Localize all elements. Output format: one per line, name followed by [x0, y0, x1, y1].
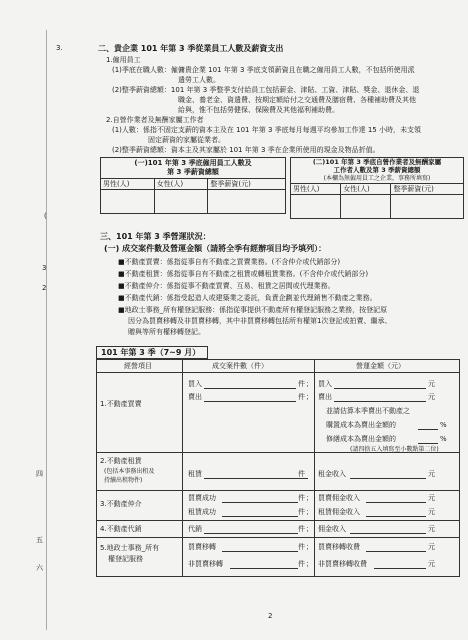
margin-mark: 3	[42, 264, 47, 272]
pay-total-cell[interactable]	[208, 190, 286, 214]
separator: ；	[306, 508, 313, 516]
margin-mark: 2	[42, 284, 47, 292]
col-divider	[182, 359, 183, 577]
row5-label1: 5.地政士事務_所有	[100, 544, 160, 552]
r3-amt1-label: 買賣佣金收入	[318, 494, 360, 502]
section3-sub: (一) 成交案件數及營運金額（請將全季有經辦項目均予填列）：	[104, 244, 327, 253]
bullet-agency: ■不動產仲介：係指從事不動產買賣、互易、租賃之居間或代理業務。	[118, 282, 335, 290]
table1-head1: (一)101 年第 3 季底僱用員工人數及	[134, 159, 252, 167]
bullet-land-admin-c: 贈與等所有權移轉登記。	[128, 328, 205, 336]
unit-yuan: 元	[428, 470, 435, 478]
r1-buy-amount-input[interactable]	[334, 380, 426, 389]
unit-case: 件	[298, 494, 305, 502]
female-count-cell[interactable]	[341, 195, 391, 219]
item1-2b: 職金、養老金、資遣費、按期定額給付之交通費及膳宿費、各種補助費及其他	[178, 96, 416, 104]
section2-title: 二、貴企業 101 年第 3 季從業員工人數及薪資支出	[98, 44, 284, 53]
table2-head2: 工作者人數及第 3 季薪資總額	[333, 166, 421, 174]
r4-label: 代銷	[188, 525, 202, 533]
r2-rent-label: 租賃	[188, 470, 202, 478]
period-label: 101 年第 3 季（7~9 月）	[101, 348, 201, 357]
row4-label: 4.不動產代銷	[100, 525, 142, 533]
separator: ；	[306, 560, 313, 568]
r5-nonbuy-count-input[interactable]	[230, 560, 298, 569]
r1-buy-label: 買入	[188, 380, 202, 388]
r1-buy-count-input[interactable]	[204, 380, 296, 389]
col-male: 男性(人)	[101, 179, 155, 190]
unit-yuan: 元	[428, 525, 435, 533]
row-divider	[96, 537, 460, 538]
r1-sell-count-input[interactable]	[204, 393, 296, 402]
separator: ；	[306, 494, 313, 502]
item1-2: (2)整季薪資總額：101 年第 3 季整季支付給員工包括薪金、津貼、工資、津貼、獎金、退休金、退	[112, 86, 420, 94]
r1-note1: 並請估算本季賣出不動產之	[326, 407, 410, 415]
separator: ；	[306, 525, 313, 533]
col-divider	[314, 359, 315, 577]
bullet-land-admin-b: 因分為買賣移轉及非買賣移轉，其中非買賣移轉包括所有權第1次登記或拍賣、繼承、	[128, 317, 392, 325]
item2-1b: 固定薪資的家屬從業者。	[148, 136, 225, 144]
margin-line	[46, 30, 47, 630]
self-employed-table	[290, 157, 464, 219]
repair-cost-pct-input[interactable]	[418, 435, 438, 444]
unit-yuan: 元	[428, 543, 435, 551]
table2-head1: (二)101 年第 3 季底自營作業者及無酬家屬	[312, 158, 442, 166]
margin-mark: 六	[36, 564, 43, 572]
r1-sell-amount-input[interactable]	[334, 393, 426, 402]
r5-nonbuy-label: 非買賣移轉	[188, 560, 223, 568]
item1-1b: 遣勞工人數。	[178, 76, 220, 84]
col-amount: 營運金額（元）	[356, 362, 405, 370]
unit-case: 件	[298, 380, 305, 388]
r3-buy-count-input[interactable]	[222, 494, 298, 503]
col-count: 成交案件數（件）	[212, 362, 268, 370]
r3-amt2-label: 租賃佣金收入	[318, 508, 360, 516]
separator: ；	[306, 380, 313, 388]
r4-amount-label: 佣金收入	[318, 525, 346, 533]
unit-case: 件	[298, 508, 305, 516]
r5-amt1-label: 買賣移轉收費	[318, 543, 360, 551]
margin-mark: (	[44, 212, 47, 220]
r5-nonbuy-amount-input[interactable]	[374, 560, 426, 569]
row5-label2: 權登記服務	[108, 555, 143, 563]
col-female: 女性(人)	[341, 184, 391, 195]
male-count-cell[interactable]	[291, 195, 341, 219]
unit-case: 件	[298, 525, 305, 533]
r3-buy-label: 買賣成功	[188, 494, 216, 502]
unit-case: 件	[298, 470, 305, 478]
r1-sell-amount-label: 賣出	[318, 393, 332, 401]
page-number: 2	[268, 612, 273, 620]
item2-1: (1)人數：係指不固定支薪的資本主及在 101 年第 3 季底每月每週平均參加工作達 15 小時，未支領	[112, 126, 421, 134]
row2-label: 2.不動產租賃	[100, 457, 142, 465]
item1: 1.僱用員工	[106, 56, 141, 64]
r5-buy-label: 買賣移轉	[188, 543, 216, 551]
r2-count-input[interactable]	[204, 470, 308, 479]
section3-title: 三、101 年第 3 季營運狀況：	[100, 232, 211, 241]
r2-amount-label: 租金收入	[318, 470, 346, 478]
item1-1: (1)季底在職人數：僱傭貴企業 101 年第 3 季底支領薪資且在職之僱用員工人數，不包括所使用派	[112, 66, 415, 74]
unit-yuan: 元	[428, 560, 435, 568]
table1-head2: 第 3 季薪資總額	[167, 168, 219, 176]
r5-buy-count-input[interactable]	[222, 543, 298, 552]
separator: ；	[306, 543, 313, 551]
r1-buy-amount-label: 買入	[318, 380, 332, 388]
bullet-lease: ■不動產租賃：係指從事自有不動產之租賃或轉租賃業務。(不含仲介或代銷部分)	[118, 270, 369, 278]
margin-mark: 四	[36, 470, 43, 478]
row3-label: 3.不動產仲介	[100, 500, 142, 508]
row1-label: 1.不動產買賣	[100, 400, 142, 408]
r5-amt2-label: 非買賣移轉收費	[318, 560, 367, 568]
r1-note2: 購置成本為賣出金額的	[326, 421, 396, 429]
unit-yuan: 元	[428, 380, 435, 388]
female-count-cell[interactable]	[154, 190, 208, 214]
col-pay: 整季薪資(元)	[208, 179, 286, 190]
r1-sell-label: 賣出	[188, 393, 202, 401]
r4-amount-input[interactable]	[350, 525, 426, 534]
employee-table	[100, 157, 286, 214]
row-divider	[96, 520, 460, 521]
col-item: 經營項目	[124, 362, 152, 370]
margin-mark: 3.	[56, 44, 63, 52]
separator: ；	[306, 393, 313, 401]
unit-yuan: 元	[428, 494, 435, 502]
margin-mark: 五	[36, 536, 43, 544]
item1-2c: 給與，惟不包括勞健保、保險費及其他福利補助費。	[178, 106, 339, 114]
unit-case: 件	[298, 393, 305, 401]
table2-note: (本欄為無僱用員工之企業，事務所填寫)	[323, 175, 431, 182]
r1-hint: (請四捨五入填寫至小數點第二位)	[350, 446, 439, 453]
row-divider	[96, 490, 460, 491]
bullet-land-admin: ■地政士事務_所有權登記服務：係指從事提供不動產所有權登記服務之業務，按登記原	[118, 306, 388, 314]
item2: 2.自營作業者及無酬家屬工作者	[106, 116, 204, 124]
unit-yuan: 元	[428, 393, 435, 401]
pct-sign: %	[440, 421, 447, 429]
r2-amount-input[interactable]	[350, 470, 426, 479]
row-divider	[96, 372, 460, 373]
col-female: 女性(人)	[154, 179, 208, 190]
unit-yuan: 元	[428, 508, 435, 516]
male-count-cell[interactable]	[101, 190, 155, 214]
r3-rent-count-input[interactable]	[222, 508, 298, 517]
r3-rent-amount-input[interactable]	[366, 508, 426, 517]
r5-buy-amount-input[interactable]	[366, 543, 426, 552]
pct-sign: %	[440, 435, 447, 443]
row2-sub2: 持續出租物件)	[104, 477, 143, 484]
r3-rent-label: 租賃成功	[188, 508, 216, 516]
r1-note3: 修繕成本為賣出金額的	[326, 435, 396, 443]
item2-2: (2)整季薪資總額：資本主及其家屬於 101 年第 3 季在企業所使用的現金及物品折值。	[112, 146, 380, 154]
bullet-sales-agent: ■不動產代銷：係指受起造人或建築業之委託，負責企劃並代理銷售不動產之業務。	[118, 294, 377, 302]
period-box	[96, 346, 208, 359]
col-pay: 整季薪資(元)	[391, 184, 464, 195]
pay-total-cell[interactable]	[391, 195, 464, 219]
r4-count-input[interactable]	[204, 525, 298, 534]
unit-case: 件	[298, 543, 305, 551]
col-male: 男性(人)	[291, 184, 341, 195]
unit-case: 件	[298, 560, 305, 568]
bullet-buy-sell: ■不動產買賣：係指從事自有不動產之買賣業務。(不含仲介或代銷部分)	[118, 258, 341, 266]
row2-sub1: (包括本事務出租及	[104, 468, 155, 475]
purchase-cost-pct-input[interactable]	[418, 421, 438, 430]
r3-buy-amount-input[interactable]	[366, 494, 426, 503]
